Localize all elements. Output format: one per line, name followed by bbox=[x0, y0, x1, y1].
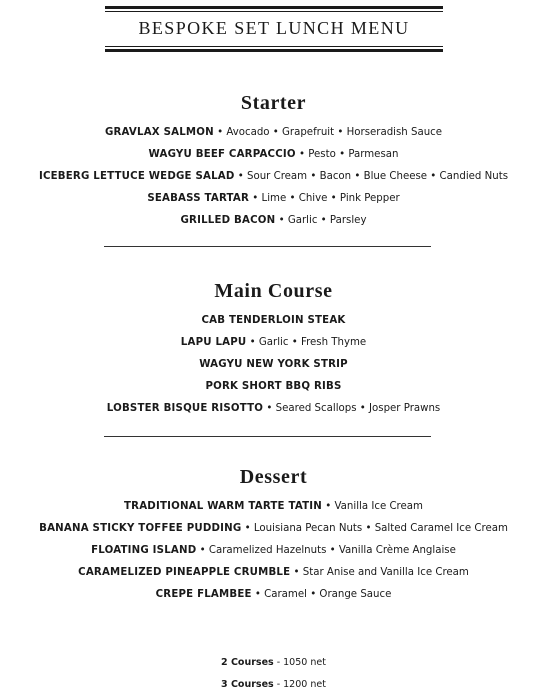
menu-item bbox=[0, 210, 547, 232]
dish-name: LOBSTER BISQUE RISOTTO bbox=[106, 403, 264, 414]
section-divider bbox=[104, 246, 431, 247]
menu-item bbox=[0, 584, 547, 606]
dish-description: Garlic • Parsley bbox=[287, 215, 367, 226]
dish-description: Vanilla Ice Cream bbox=[334, 501, 423, 512]
header-rule-top-thin bbox=[105, 11, 443, 12]
menu-item bbox=[0, 166, 547, 188]
name-desc-separator: • bbox=[295, 149, 309, 160]
header-rule-top-thick bbox=[105, 6, 443, 9]
dish-description: Seared Scallops • Josper Prawns bbox=[275, 403, 441, 414]
dish-description: Avocado • Grapefruit • Horseradish Sauce bbox=[226, 127, 443, 138]
dish-name: CREPE FLAMBEE bbox=[155, 589, 252, 600]
section-dessert bbox=[0, 465, 547, 606]
dish-name: BANANA STICKY TOFFEE PUDDING bbox=[39, 523, 242, 534]
dish-name: GRILLED BACON bbox=[180, 215, 276, 226]
name-desc-separator: • bbox=[263, 403, 276, 414]
menu-item bbox=[0, 332, 547, 354]
menu-item bbox=[0, 144, 547, 166]
section-title: Main Course bbox=[214, 280, 333, 302]
name-desc-separator: • bbox=[249, 193, 262, 204]
dish-name: SEABASS TARTAR bbox=[147, 193, 250, 204]
menu-item bbox=[0, 122, 547, 144]
price-separator: - bbox=[273, 657, 284, 668]
pricing-block bbox=[0, 652, 547, 696]
dish-description: Star Anise and Vanilla Ice Cream bbox=[302, 567, 469, 578]
name-desc-separator: • bbox=[290, 567, 303, 578]
price-line bbox=[0, 652, 547, 674]
name-desc-separator: • bbox=[241, 523, 254, 534]
menu-item bbox=[0, 518, 547, 540]
dish-description: Sour Cream • Bacon • Blue Cheese • Candied Nuts bbox=[247, 171, 508, 182]
name-desc-separator: • bbox=[251, 589, 265, 600]
section-divider bbox=[104, 436, 431, 437]
dish-name: PORK SHORT BBQ RIBS bbox=[205, 381, 342, 392]
dish-name: WAGYU BEEF CARPACCIO bbox=[148, 149, 296, 160]
dish-name: GRAVLAX SALMON bbox=[104, 127, 214, 138]
menu-item bbox=[0, 398, 547, 420]
section-title: Dessert bbox=[239, 466, 308, 488]
name-desc-separator: • bbox=[196, 545, 209, 556]
dish-name: WAGYU NEW YORK STRIP bbox=[199, 359, 348, 370]
dish-description: Caramel • Orange Sauce bbox=[264, 589, 392, 600]
dish-name: CARAMELIZED PINEAPPLE CRUMBLE bbox=[78, 567, 291, 578]
menu-item bbox=[0, 540, 547, 562]
section-title: Starter bbox=[240, 92, 307, 114]
dish-name: LAPU LAPU bbox=[180, 337, 247, 348]
dish-description: Garlic • Fresh Thyme bbox=[258, 337, 367, 348]
dish-name: FLOATING ISLAND bbox=[91, 545, 197, 556]
name-desc-separator: • bbox=[275, 215, 288, 226]
course-count: 3 Courses bbox=[221, 679, 274, 690]
course-count: 2 Courses bbox=[221, 657, 274, 668]
dish-description: Louisiana Pecan Nuts • Salted Caramel Ice Cream bbox=[253, 523, 508, 534]
name-desc-separator: • bbox=[234, 171, 247, 182]
menu-item bbox=[0, 376, 547, 398]
menu-item bbox=[0, 496, 547, 518]
menu-item bbox=[0, 188, 547, 210]
dish-description: Pesto • Parmesan bbox=[308, 149, 399, 160]
header-rule-bottom-thick bbox=[105, 49, 443, 52]
section-starter bbox=[0, 91, 547, 232]
price-value: 1050 net bbox=[283, 657, 326, 668]
price-separator: - bbox=[273, 679, 284, 690]
menu-title: BESPOKE SET LUNCH MENU bbox=[138, 18, 410, 38]
dish-name: TRADITIONAL WARM TARTE TATIN bbox=[124, 501, 322, 512]
price-line bbox=[0, 674, 547, 696]
name-desc-separator: • bbox=[246, 337, 259, 348]
header-rule-bottom-thin bbox=[105, 46, 443, 47]
dish-name: ICEBERG LETTUCE WEDGE SALAD bbox=[38, 171, 235, 182]
section-main-course bbox=[0, 279, 547, 420]
menu-item bbox=[0, 562, 547, 584]
name-desc-separator: • bbox=[213, 127, 227, 138]
price-value: 1200 net bbox=[283, 679, 326, 690]
menu-item bbox=[0, 310, 547, 332]
dish-description: Lime • Chive • Pink Pepper bbox=[261, 193, 400, 204]
menu-header bbox=[105, 0, 443, 58]
dish-name: CAB TENDERLOIN STEAK bbox=[201, 315, 346, 326]
dish-description: Caramelized Hazelnuts • Vanilla Crème Anglaise bbox=[208, 545, 456, 556]
name-desc-separator: • bbox=[321, 501, 335, 512]
menu-item bbox=[0, 354, 547, 376]
